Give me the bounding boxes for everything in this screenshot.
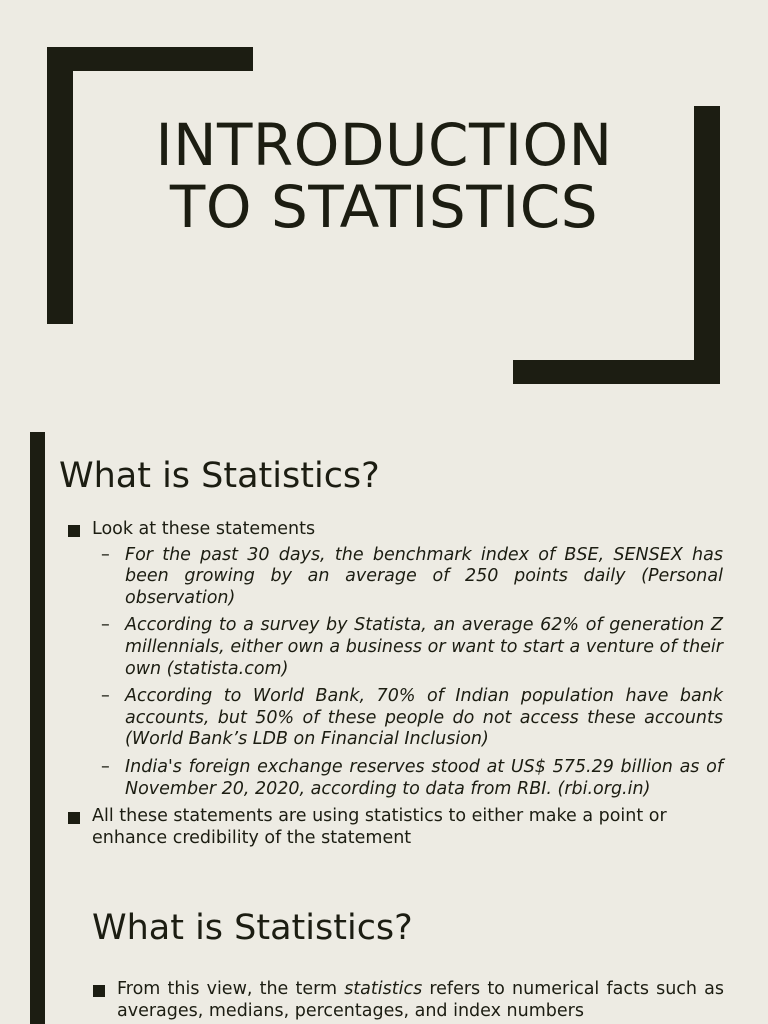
square-bullet-icon xyxy=(68,525,80,537)
accent-bar-left xyxy=(30,866,45,1024)
sub-bullet-item xyxy=(68,615,723,680)
sub-bullet-text: India's foreign exchange reserves stood at US$ 575.29 billion as of November 20, 2020, according to data from RBI. (rbi.org.in) xyxy=(125,756,723,799)
bullet-item xyxy=(68,519,723,541)
sub-bullet-list xyxy=(68,545,723,801)
square-bullet-icon xyxy=(68,812,80,824)
bullet-text-start: From this view, the term xyxy=(117,979,345,999)
sub-bullet-item xyxy=(68,757,723,800)
bullet-text: Look at these statements xyxy=(92,519,316,539)
content-slide-what-is-statistics-2 xyxy=(0,866,768,1024)
sub-bullet-item xyxy=(68,686,723,751)
bullet-text-emphasis: statistics xyxy=(344,979,423,999)
accent-bar-left xyxy=(30,432,45,866)
slide-title-line-2: TO STATISTICS xyxy=(169,173,599,241)
sub-bullet-text: According to World Bank, 70% of Indian population have bank accounts, but 50% of these people do not access these accounts (World Bank’s LDB on Financial Inclusion) xyxy=(125,686,723,750)
frame-corner-top-left-horizontal xyxy=(47,47,253,71)
dash-bullet-icon: – xyxy=(101,615,110,636)
sub-bullet-text: According to a survey by Statista, an average 62% of generation Z millennials, either own a business or want to start a venture of their own (statista.com) xyxy=(125,615,723,679)
frame-corner-top-left-vertical xyxy=(47,47,73,324)
bullet-text-end: refers to numerical facts such as averages, medians, percentages, and index numbers xyxy=(117,979,724,1021)
frame-corner-bottom-right-horizontal xyxy=(513,360,720,384)
dash-bullet-icon: – xyxy=(101,686,110,707)
bullet-text: All these statements are using statistics to either make a point or enhance credibility of the statement xyxy=(92,806,667,848)
sub-bullet-item xyxy=(68,545,723,610)
slide-heading: What is Statistics? xyxy=(59,456,380,496)
dash-bullet-icon: – xyxy=(101,756,110,777)
dash-bullet-icon: – xyxy=(101,544,110,565)
slide-title-line-1: INTRODUCTION xyxy=(155,111,613,179)
title-slide xyxy=(0,0,768,432)
content-slide-what-is-statistics xyxy=(0,432,768,866)
slide-heading: What is Statistics? xyxy=(92,908,413,948)
bullet-item xyxy=(68,806,723,849)
slide-title xyxy=(100,111,668,241)
bullet-item xyxy=(93,979,724,1022)
square-bullet-icon xyxy=(93,985,105,997)
frame-corner-bottom-right-vertical xyxy=(694,106,720,384)
sub-bullet-text: For the past 30 days, the benchmark index of BSE, SENSEX has been growing by an average of 250 points daily (Personal observation) xyxy=(125,544,723,608)
bullet-list xyxy=(68,519,723,851)
bullet-list xyxy=(93,979,724,1024)
